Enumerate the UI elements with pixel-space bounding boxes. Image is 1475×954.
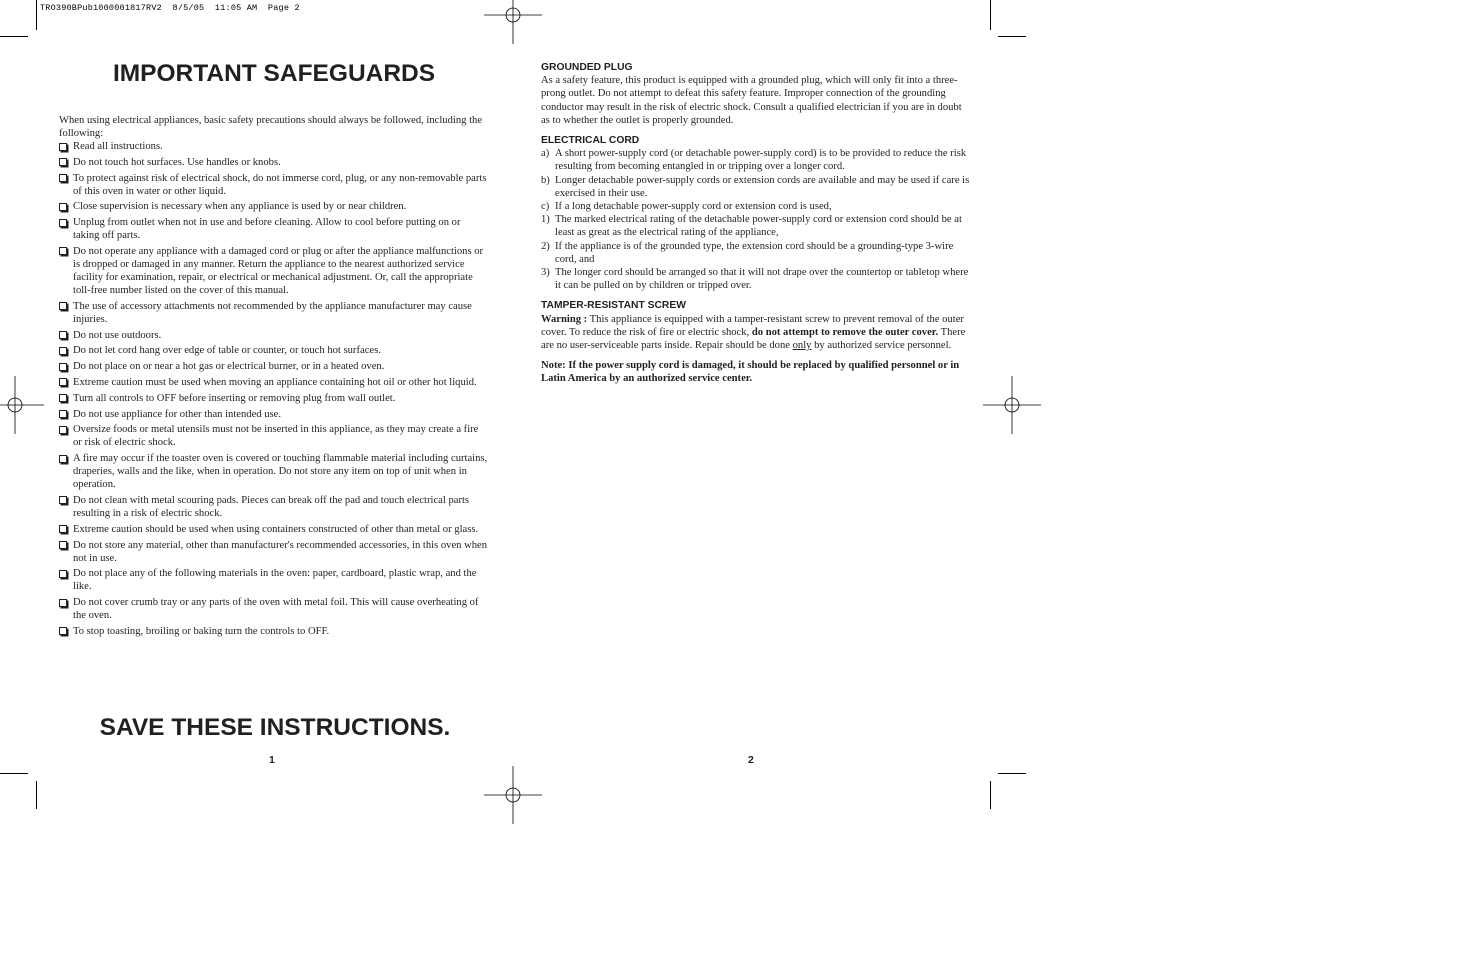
list-item: c) If a long detachable power-supply cord or extension cord is used, bbox=[541, 201, 832, 213]
list-item: Extreme caution must be used when moving an appliance containing hot oil or other hot liquid. bbox=[59, 376, 489, 389]
crop-mark bbox=[36, 0, 37, 30]
list-item: b) Longer detachable power-supply cords or extension cords are available and may be used if care is exercised in their use. bbox=[541, 174, 970, 199]
checkbox-bullet-icon bbox=[59, 410, 67, 418]
list-item: Turn all controls to OFF before inserting or removing plug from wall outlet. bbox=[59, 392, 489, 405]
checkbox-bullet-icon bbox=[59, 174, 67, 182]
checkbox-bullet-icon bbox=[59, 496, 67, 504]
bold-warning: do not attempt to remove the outer cover. bbox=[751, 326, 939, 338]
list-item: Do not use appliance for other than intended use. bbox=[59, 408, 489, 421]
tamper-screw-heading: TAMPER-RESISTANT SCREW bbox=[541, 300, 686, 312]
crop-mark bbox=[36, 781, 37, 809]
list-item: Unplug from outlet when not in use and before cleaning. Allow to cool before putting on or taking off parts. bbox=[59, 216, 489, 242]
print-slug: TRO390BPub1000001817RV2 8/5/05 11:05 AM Page 2 bbox=[40, 3, 300, 13]
registration-mark-right bbox=[983, 376, 1041, 434]
intro-text: When using electrical appliances, basic safety precautions should always be followed, including the following: bbox=[59, 115, 483, 139]
tamper-screw-body: Warning : This appliance is equipped with a tamper-resistant screw to prevent removal of the outer cover. To reduce the risk of fire or electric shock, do not attempt to remove the outer cover. There are no user-serviceable parts inside. Repair should be done only by authorized service personnel. bbox=[541, 313, 966, 352]
grounded-plug-heading: GROUNDED PLUG bbox=[541, 62, 633, 73]
safeguards-list bbox=[59, 140, 489, 638]
list-item: A fire may occur if the toaster oven is covered or touching flammable material including curtains, draperies, walls and the like, when in operation. Do not store any item on top of unit when in operation. bbox=[59, 452, 489, 491]
checkbox-bullet-icon bbox=[59, 455, 67, 463]
checkbox-bullet-icon bbox=[59, 203, 67, 211]
registration-mark-bottom bbox=[484, 766, 542, 824]
checkbox-bullet-icon bbox=[59, 331, 67, 339]
checkbox-bullet-icon bbox=[59, 158, 67, 166]
list-item: Do not clean with metal scouring pads. Pieces can break off the pad and touch electrical parts resulting in a risk of electric shock. bbox=[59, 494, 489, 520]
list-item: 2) If the appliance is of the grounded type, the extension cord should be a grounding-type 3-wire cord, and bbox=[541, 240, 954, 265]
crop-mark bbox=[990, 781, 991, 809]
checkbox-bullet-icon bbox=[59, 347, 67, 355]
list-item: Do not use outdoors. bbox=[59, 329, 489, 342]
list-item: Close supervision is necessary when any appliance is used by or near children. bbox=[59, 200, 489, 213]
electrical-cord-list bbox=[541, 147, 973, 292]
list-item: Do not place any of the following materials in the oven: paper, cardboard, plastic wrap, and the like. bbox=[59, 567, 489, 593]
list-item: 1) The marked electrical rating of the detachable power-supply cord or extension cord should be at least as great as the electrical rating of the appliance, bbox=[541, 214, 962, 239]
checkbox-bullet-icon bbox=[59, 378, 67, 386]
list-item: Do not place on or near a hot gas or electrical burner, or in a heated oven. bbox=[59, 360, 489, 373]
left-page bbox=[59, 60, 489, 641]
underlined-word: only bbox=[792, 340, 812, 352]
right-page bbox=[541, 61, 973, 386]
list-item: a) A short power-supply cord (or detachable power-supply cord) is to be provided to reduce the risk resulting from becoming entangled in or tripping over a longer cord. bbox=[541, 148, 967, 173]
checkbox-bullet-icon bbox=[59, 541, 67, 549]
checkbox-bullet-icon bbox=[59, 219, 67, 227]
checkbox-bullet-icon bbox=[59, 302, 67, 310]
crop-mark bbox=[0, 36, 28, 37]
checkbox-bullet-icon bbox=[59, 525, 67, 533]
list-item: Oversize foods or metal utensils must not be inserted in this appliance, as they may create a fire or risk of electric shock. bbox=[59, 423, 489, 449]
crop-mark bbox=[0, 773, 28, 774]
checkbox-bullet-icon bbox=[59, 394, 67, 402]
list-item: 3) The longer cord should be arranged so that it will not drape over the countertop or tabletop where it can be pulled on by children or tripped over. bbox=[541, 267, 969, 292]
list-item: To stop toasting, broiling or baking turn the controls to OFF. bbox=[59, 625, 489, 638]
crop-mark bbox=[998, 36, 1026, 37]
checkbox-bullet-icon bbox=[59, 599, 67, 607]
save-instructions-title: SAVE THESE INSTRUCTIONS. bbox=[99, 714, 451, 741]
checkbox-bullet-icon bbox=[59, 143, 67, 151]
electrical-cord-heading: ELECTRICAL CORD bbox=[541, 135, 640, 147]
registration-mark-top bbox=[484, 0, 542, 44]
list-item: Do not store any material, other than manufacturer's recommended accessories, in this oven when not in use. bbox=[59, 539, 489, 565]
list-item: Do not let cord hang over edge of table or counter, or touch hot surfaces. bbox=[59, 344, 489, 357]
grounded-plug-body: As a safety feature, this product is equipped with a grounded plug, which will only fit into a three-prong outlet. Do not attempt to defeat this safety feature. Improper connection of the grounding conductor may result in the risk of electric shock. Consult a qualified electrician if you are in doubt as to whether the outlet is properly grounded. bbox=[541, 75, 962, 126]
checkbox-bullet-icon bbox=[59, 426, 67, 434]
page-number-right: 2 bbox=[748, 754, 754, 766]
page-title: IMPORTANT SAFEGUARDS bbox=[112, 60, 436, 87]
list-item: To protect against risk of electrical shock, do not immerse cord, plug, or any non-removable parts of this oven in water or other liquid. bbox=[59, 172, 489, 198]
warning-label: Warning : bbox=[541, 313, 588, 325]
checkbox-bullet-icon bbox=[59, 627, 67, 635]
checkbox-bullet-icon bbox=[59, 247, 67, 255]
list-item: Do not operate any appliance with a damaged cord or plug or after the appliance malfunctions or is dropped or damaged in any manner. Return the appliance to the nearest authorized service facility for examination, repair, or electrical or mechanical adjustment. Or, call the appropriate toll-free number listed on the cover of this manual. bbox=[59, 245, 489, 297]
crop-mark bbox=[990, 0, 991, 30]
cord-damage-note: Note: If the power supply cord is damaged, it should be replaced by qualified personnel or in Latin America by an authorized service center. bbox=[541, 360, 960, 385]
checkbox-bullet-icon bbox=[59, 570, 67, 578]
list-item: Read all instructions. bbox=[59, 140, 489, 153]
checkbox-bullet-icon bbox=[59, 363, 67, 371]
list-item: The use of accessory attachments not recommended by the appliance manufacturer may cause injuries. bbox=[59, 300, 489, 326]
list-item: Do not touch hot surfaces. Use handles or knobs. bbox=[59, 156, 489, 169]
list-item: Do not cover crumb tray or any parts of the oven with metal foil. This will cause overheating of the oven. bbox=[59, 596, 489, 622]
crop-mark bbox=[998, 773, 1026, 774]
registration-mark-left bbox=[0, 376, 44, 434]
page-number-left: 1 bbox=[269, 754, 275, 766]
list-item: Extreme caution should be used when using containers constructed of other than metal or glass. bbox=[59, 523, 489, 536]
